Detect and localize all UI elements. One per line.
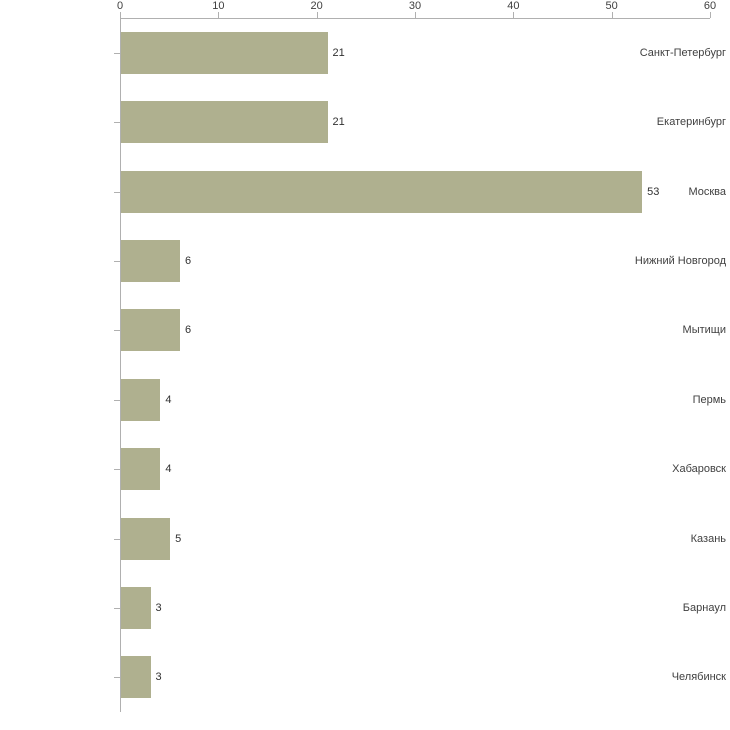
y-tick [114, 261, 120, 262]
bar[interactable] [121, 171, 642, 213]
x-tick-label: 20 [310, 0, 323, 12]
bar-value-label: 21 [332, 116, 345, 129]
x-tick-label: 60 [703, 0, 717, 12]
bar-value-label: 6 [185, 324, 192, 337]
bar[interactable] [121, 587, 151, 629]
x-tick-label: 10 [212, 0, 225, 12]
x-tick [218, 12, 219, 18]
bar[interactable] [121, 518, 170, 560]
bar[interactable] [121, 448, 160, 490]
x-tick [120, 12, 121, 18]
bar-value-label: 53 [647, 185, 660, 198]
y-tick [114, 330, 120, 331]
category-label: Пермь [692, 393, 726, 406]
bar[interactable] [121, 656, 151, 698]
category-label: Екатеринбург [656, 116, 726, 129]
category-label: Москва [688, 185, 726, 198]
category-label: Санкт-Петербург [639, 46, 726, 59]
x-tick [317, 12, 318, 18]
x-tick-label: 50 [605, 0, 618, 12]
bar-value-label: 4 [165, 393, 172, 406]
bar[interactable] [121, 240, 180, 282]
x-axis-line [120, 18, 710, 19]
x-tick-label: 0 [116, 0, 124, 12]
category-label: Барнаул [682, 601, 726, 614]
bar-value-label: 3 [155, 601, 162, 614]
bar-value-label: 3 [155, 671, 162, 684]
x-tick [513, 12, 514, 18]
bar-value-label: 5 [175, 532, 182, 545]
category-label: Мытищи [682, 324, 726, 337]
category-label: Нижний Новгород [634, 254, 726, 267]
x-tick-label: 40 [507, 0, 520, 12]
bar-value-label: 4 [165, 463, 172, 476]
y-tick [114, 192, 120, 193]
category-label: Хабаровск [672, 463, 726, 476]
y-tick [114, 677, 120, 678]
bar[interactable] [121, 309, 180, 351]
x-tick [612, 12, 613, 18]
y-tick [114, 400, 120, 401]
bar-value-label: 6 [185, 254, 192, 267]
category-label: Челябинск [671, 671, 726, 684]
bar[interactable] [121, 32, 328, 74]
y-tick [114, 53, 120, 54]
y-tick [114, 539, 120, 540]
x-tick-label: 30 [408, 0, 422, 12]
y-tick [114, 122, 120, 123]
x-tick [710, 12, 711, 18]
bar[interactable] [121, 379, 160, 421]
bar-value-label: 21 [332, 46, 345, 59]
bar[interactable] [121, 101, 328, 143]
y-tick [114, 608, 120, 609]
category-label: Казань [690, 532, 726, 545]
x-tick [415, 12, 416, 18]
y-tick [114, 469, 120, 470]
